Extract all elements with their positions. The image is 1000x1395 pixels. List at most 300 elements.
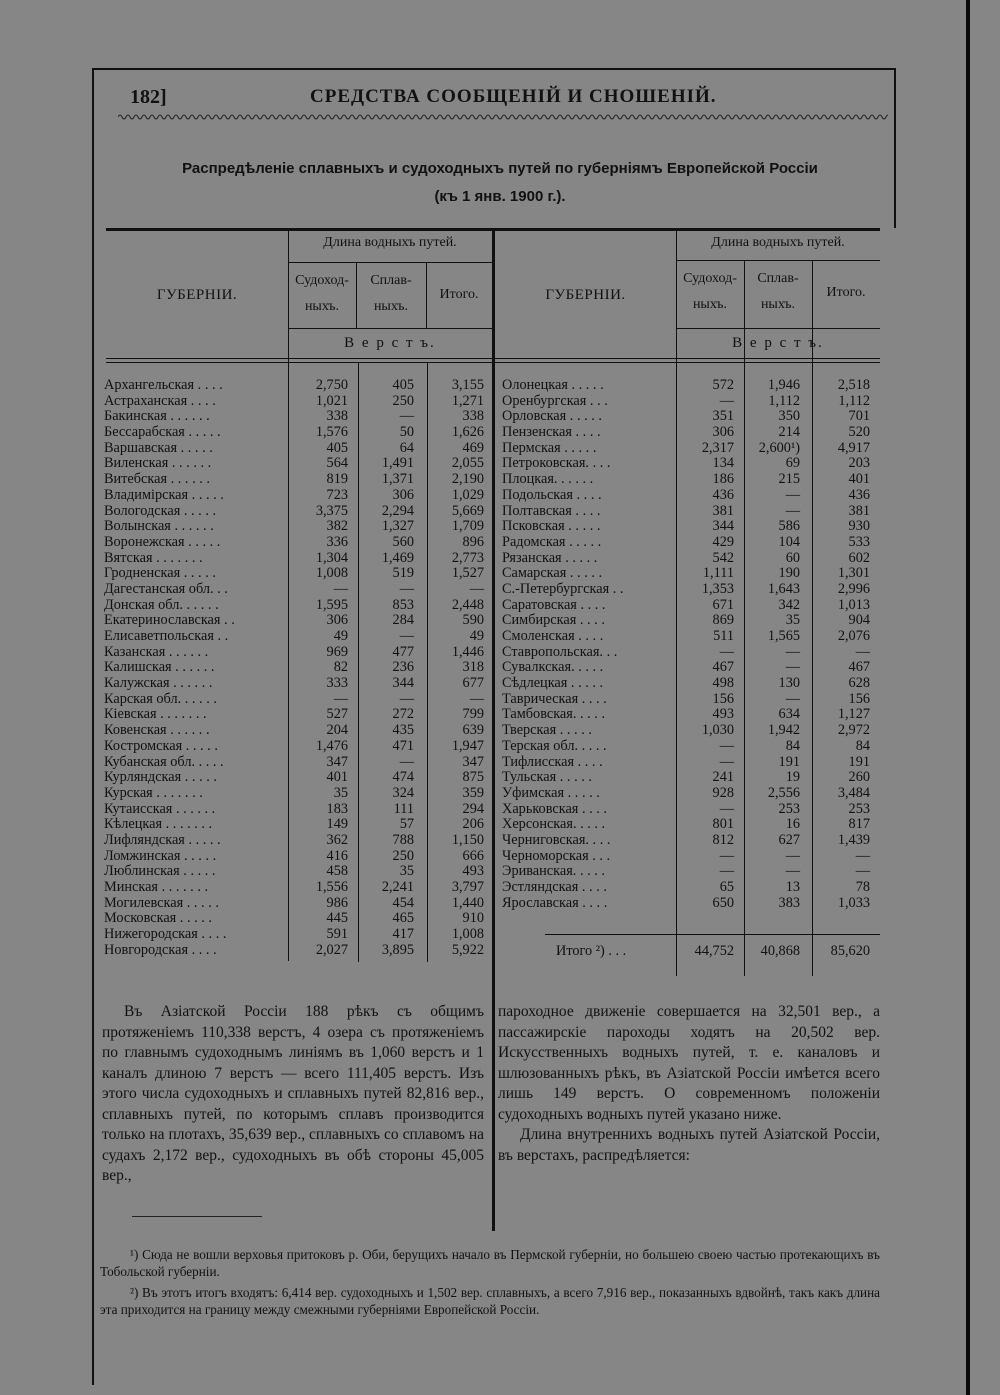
guberniia-name: Кубанская обл. . . . . — [104, 753, 224, 770]
itogo-value: 294 — [462, 800, 484, 817]
table-row — [104, 645, 484, 661]
guberniia-name: Симбирская . . . . — [502, 612, 605, 629]
guberniia-name: Нижегородская . . . . — [104, 926, 227, 943]
guberniia-name: Московская . . . . . — [104, 910, 212, 927]
table-row — [104, 613, 484, 629]
table-row — [104, 943, 484, 959]
splav-value: — — [785, 502, 800, 519]
table-row — [502, 817, 882, 833]
table-row — [502, 629, 882, 645]
sudo-value: 986 — [326, 894, 348, 911]
table-row — [104, 582, 484, 598]
sudo-value: 1,111 — [702, 565, 734, 582]
right-col-splav-1: Сплав- — [757, 271, 799, 286]
table-row — [104, 849, 484, 865]
itogo-value: — — [469, 580, 484, 597]
itogo-value: 2,996 — [837, 580, 870, 597]
splav-value: 16 — [785, 816, 800, 833]
itogo-value: 1,947 — [451, 737, 484, 754]
splav-value: 454 — [392, 894, 414, 911]
table-row — [502, 755, 882, 771]
sudo-value: 498 — [712, 675, 734, 692]
table-row — [104, 425, 484, 441]
itogo-value: 1,301 — [837, 565, 870, 582]
guberniia-name: Оренбургская . . . — [502, 392, 608, 409]
splav-value: 1,643 — [767, 580, 800, 597]
itogo-value: 436 — [848, 486, 870, 503]
sudo-value: 969 — [326, 643, 348, 660]
sudo-value: 650 — [712, 894, 734, 911]
table-row — [104, 551, 484, 567]
guberniia-name: Тамбовская. . . . . — [502, 706, 606, 723]
splav-value: 350 — [778, 408, 800, 425]
total-itogo: 85,620 — [830, 943, 870, 959]
splav-value: 2,241 — [381, 879, 414, 895]
sudo-value: 2,750 — [315, 377, 348, 393]
itogo-value: 2,518 — [837, 377, 870, 393]
guberniia-name: Архангельская . . . . — [104, 377, 223, 393]
sudo-value: — — [719, 863, 734, 880]
body-paragraph-left: Въ Азіатской Россіи 188 рѣкъ съ общимъ протяженіемъ 110,338 верстъ, 4 озера съ протяженіемъ по главнымъ судоходнымъ линіямъ въ 1,060 верстъ и 1 каналъ длиною 7 верстъ — всего 111,405 верстъ. Изъ этого числа судоходныхъ и сплавныхъ путей 82,816 вер., сплавныхъ путей, по которымъ сплавъ производится только на плотахъ, 35,639 вер., сплавныхъ со сплавомъ на судахъ 2,172 вер., судоходныхъ въ обѣ стороны 45,005 вер., — [102, 1003, 484, 1184]
guberniia-name: Кіевская . . . . . . . — [104, 706, 207, 723]
table-row — [104, 488, 484, 504]
splav-value: 84 — [785, 737, 800, 754]
sudo-value: 1,030 — [701, 722, 734, 739]
guberniia-name: Калужская . . . . . . — [104, 675, 213, 692]
itogo-value: 799 — [462, 706, 484, 723]
right-length-rule — [676, 260, 880, 261]
itogo-value: 493 — [462, 863, 484, 880]
table-row — [502, 598, 882, 614]
guberniia-name: Донская обл. . . . . . — [104, 596, 219, 613]
splav-value: 250 — [392, 392, 414, 409]
splav-value: — — [399, 580, 414, 597]
sudo-value: 149 — [326, 816, 348, 833]
guberniia-name: Таврическая . . . . — [502, 690, 607, 707]
sudo-value: 493 — [712, 706, 734, 723]
sudo-value: 1,021 — [315, 392, 348, 409]
splav-value: — — [785, 643, 800, 660]
splav-value: 1,565 — [767, 628, 800, 644]
left-col-splav-1: Сплав- — [370, 273, 412, 288]
itogo-value: 318 — [462, 659, 484, 676]
total-splav: 40,868 — [760, 943, 800, 959]
right-col-guberniia: ГУБЕРНІИ. — [545, 287, 626, 303]
itogo-value: 628 — [848, 675, 870, 692]
splav-value: 236 — [392, 659, 414, 676]
left-col-length: Длина водныхъ путей. — [323, 235, 457, 250]
splav-value: 130 — [778, 675, 800, 692]
table-row — [502, 692, 882, 708]
guberniia-name: Тверская . . . . . — [502, 722, 592, 739]
guberniia-name: Виленская . . . . . . — [104, 455, 212, 472]
guberniia-name: Ковенская . . . . . . — [104, 722, 210, 739]
splav-value: — — [785, 659, 800, 676]
table-row — [104, 394, 484, 410]
sudo-value: — — [719, 753, 734, 770]
table-row — [104, 739, 484, 755]
table-row — [104, 802, 484, 818]
sudo-value: 458 — [326, 863, 348, 880]
guberniia-name: Пермская . . . . . — [502, 439, 597, 456]
splav-value: — — [399, 408, 414, 425]
left-col-itogo: Итого. — [439, 287, 479, 302]
sudo-value: 591 — [326, 926, 348, 943]
guberniia-name: Терская обл. . . . . — [502, 737, 607, 754]
itogo-value: 1,439 — [837, 831, 870, 848]
guberniia-name: Орловская . . . . . — [502, 408, 602, 425]
table-row — [104, 456, 484, 472]
left-length-rule — [288, 262, 492, 263]
itogo-value: 1,440 — [451, 894, 484, 911]
splav-value: 191 — [778, 753, 800, 770]
sudo-value: 49 — [333, 628, 348, 644]
table-row — [502, 896, 882, 912]
guberniia-name: Курская . . . . . . . — [104, 784, 203, 801]
table-row — [104, 629, 484, 645]
splav-value: — — [785, 486, 800, 503]
itogo-value: 1,127 — [837, 706, 870, 723]
page-number: 182] — [130, 86, 167, 108]
sudo-value: 812 — [712, 831, 734, 848]
footnote-1: ¹) Сюда не вошли верховья притоковъ р. Оби, берущихъ начало въ Пермской губерніи, но большею своею частью протекающихъ въ Тобольской губерніи. — [100, 1247, 880, 1279]
guberniia-name: Новгородская . . . . — [104, 941, 217, 958]
sudo-value: 401 — [326, 769, 348, 786]
sudo-value: — — [333, 580, 348, 597]
sudo-value: 436 — [712, 486, 734, 503]
table-row — [502, 770, 882, 786]
guberniia-name: Калишская . . . . . . — [104, 659, 215, 676]
splav-value: 1,371 — [381, 471, 414, 488]
splav-value: 788 — [392, 831, 414, 848]
page-header — [0, 86, 1000, 110]
table-row — [104, 927, 484, 943]
body-paragraph-right-1: пароходное движеніе совершается на 32,501 вер., а пассажирскіе пароходы ходятъ на 20,502 вер. Искусственныхъ водныхъ путей, т. е. каналовъ и шлюзованныхъ рѣкъ, въ Азіатской Россіи имѣется всего лишь 149 верстъ. О современномъ положеніи судоходныхъ водныхъ путей указано ниже. — [498, 1003, 880, 1123]
table-row — [502, 660, 882, 676]
splav-value: 272 — [392, 706, 414, 723]
right-col-sudo-1: Судоход- — [683, 271, 737, 286]
splav-value: 465 — [392, 910, 414, 927]
table-row — [502, 864, 882, 880]
guberniia-name: Подольская . . . . — [502, 486, 602, 503]
itogo-value: 666 — [462, 847, 484, 864]
table-row — [502, 676, 882, 692]
table-row — [104, 880, 484, 896]
splav-value: 104 — [778, 533, 800, 550]
sudo-value: 572 — [712, 377, 734, 393]
guberniia-name: Ярославская . . . . — [502, 894, 608, 911]
table-row — [502, 409, 882, 425]
running-title: СРЕДСТВА СООБЩЕНІЙ И СНОШЕНІЙ. — [310, 86, 717, 107]
total-row — [502, 944, 882, 960]
guberniia-name: Минская . . . . . . . — [104, 879, 209, 895]
table-row — [104, 911, 484, 927]
itogo-value: 4,917 — [837, 439, 870, 456]
left-col-splav-2: ныхъ. — [373, 299, 409, 314]
table-row — [502, 535, 882, 551]
splav-value: 35 — [399, 863, 414, 880]
sudo-value: 338 — [326, 408, 348, 425]
guberniia-name: Уфимская . . . . . — [502, 784, 600, 801]
table-row — [104, 441, 484, 457]
table-row — [502, 739, 882, 755]
total-label: Итого ²) . . . — [556, 943, 627, 959]
table-row — [502, 707, 882, 723]
table-row — [502, 441, 882, 457]
guberniia-name: Кѣлецкая . . . . . . . — [104, 816, 213, 833]
sudo-value: 344 — [712, 518, 734, 535]
splav-value: 13 — [785, 879, 800, 895]
table-row — [104, 786, 484, 802]
sudo-value: 82 — [333, 659, 348, 676]
body-text-right — [498, 1002, 880, 1166]
splav-value: 417 — [392, 926, 414, 943]
table-row — [502, 394, 882, 410]
vline-center — [492, 231, 495, 1231]
sudo-value: — — [333, 690, 348, 707]
itogo-value: 1,150 — [451, 831, 484, 848]
splav-value: 69 — [785, 455, 800, 472]
splav-value: 214 — [778, 424, 800, 441]
table-row — [104, 692, 484, 708]
guberniia-name: Курляндская . . . . . — [104, 769, 217, 786]
splav-value: 190 — [778, 565, 800, 582]
itogo-value: 3,484 — [837, 784, 870, 801]
splav-value: 586 — [778, 518, 800, 535]
guberniia-name: Елисаветпольская . . — [104, 628, 229, 644]
table-row — [502, 833, 882, 849]
sudo-value: 306 — [712, 424, 734, 441]
splav-value: 1,327 — [381, 518, 414, 535]
splav-value: 2,294 — [381, 502, 414, 519]
splav-value: 853 — [392, 596, 414, 613]
guberniia-name: Владимірская . . . . . — [104, 486, 224, 503]
table-row — [104, 519, 484, 535]
splav-value: 284 — [392, 612, 414, 629]
itogo-value: 2,076 — [837, 628, 870, 644]
splav-value: 2,556 — [767, 784, 800, 801]
guberniia-name: Сувалкская. . . . . — [502, 659, 604, 676]
splav-value: 471 — [392, 737, 414, 754]
table-row — [104, 598, 484, 614]
splav-value: 306 — [392, 486, 414, 503]
splav-value: 519 — [392, 565, 414, 582]
table-row — [502, 551, 882, 567]
guberniia-name: С.-Петербургская . . — [502, 580, 624, 597]
itogo-value: 5,669 — [451, 502, 484, 519]
sudo-value: — — [719, 847, 734, 864]
table-row — [502, 849, 882, 865]
sudo-value: 1,476 — [315, 737, 348, 754]
itogo-value: 930 — [848, 518, 870, 535]
guberniia-name: Воронежская . . . . . — [104, 533, 221, 550]
guberniia-name: Дагестанская обл. . . — [104, 580, 228, 597]
itogo-value: 191 — [848, 753, 870, 770]
itogo-value: 1,527 — [451, 565, 484, 582]
sudo-value: 511 — [713, 628, 734, 644]
splav-value: 35 — [785, 612, 800, 629]
left-col-guberniia: ГУБЕРНІИ. — [156, 287, 238, 303]
itogo-value: — — [855, 643, 870, 660]
sudo-value: 351 — [712, 408, 734, 425]
splav-value: 111 — [393, 800, 414, 817]
sudo-value: 333 — [326, 675, 348, 692]
right-col-splav-2: ныхъ. — [760, 297, 796, 312]
guberniia-name: Костромская . . . . . — [104, 737, 218, 754]
itogo-value: 520 — [848, 424, 870, 441]
itogo-value: 1,446 — [451, 643, 484, 660]
left-col-sudo-1: Судоход- — [295, 273, 349, 288]
sudo-value: 1,576 — [315, 424, 348, 441]
itogo-value: 467 — [848, 659, 870, 676]
sudo-value: 381 — [712, 502, 734, 519]
sudo-value: 801 — [712, 816, 734, 833]
sudo-value: 362 — [326, 831, 348, 848]
sudo-value: 134 — [712, 455, 734, 472]
sudo-value: 429 — [712, 533, 734, 550]
itogo-value: 49 — [469, 628, 484, 644]
sudo-value: 819 — [326, 471, 348, 488]
splav-value: 1,112 — [768, 392, 800, 409]
left-col-sudo-2: ныхъ. — [304, 299, 340, 314]
table-row — [502, 425, 882, 441]
splav-value: 405 — [392, 377, 414, 393]
guberniia-name: Псковская . . . . . — [502, 518, 601, 535]
table-row — [104, 707, 484, 723]
guberniia-name: Волынская . . . . . . — [104, 518, 214, 535]
itogo-value: 533 — [848, 533, 870, 550]
itogo-value: 639 — [462, 722, 484, 739]
left-units-rule — [288, 328, 492, 329]
table-row — [104, 676, 484, 692]
table-row — [502, 786, 882, 802]
guberniia-name: Саратовская . . . . — [502, 596, 606, 613]
guberniia-name: Вологодская . . . . . — [104, 502, 217, 519]
itogo-value: — — [855, 863, 870, 880]
sudo-value: 671 — [712, 596, 734, 613]
itogo-value: 3,155 — [451, 377, 484, 393]
itogo-value: — — [469, 690, 484, 707]
itogo-value: 78 — [855, 879, 870, 895]
table-row — [104, 535, 484, 551]
guberniia-name: Херсонская. . . . . — [502, 816, 606, 833]
sudo-value: 35 — [333, 784, 348, 801]
sudo-value: 527 — [326, 706, 348, 723]
guberniia-name: Петроковская. . . . — [502, 455, 611, 472]
itogo-value: 156 — [848, 690, 870, 707]
itogo-value: 84 — [855, 737, 870, 754]
footnote-2: ²) Въ этотъ итогъ входятъ: 6,414 вер. судоходныхъ и 1,502 вер. сплавныхъ, а всего 7,916 вер., показанныхъ вдвойнѣ, такъ какъ длина эта приходится на границу между смежными губерніями Европейской Россіи. — [100, 1285, 880, 1317]
right-units: В е р с т ъ. — [732, 335, 824, 351]
footnote-rule — [132, 1216, 262, 1217]
itogo-value: 1,008 — [451, 926, 484, 943]
guberniia-name: Сѣдлецкая . . . . . — [502, 675, 604, 692]
itogo-value: 1,029 — [451, 486, 484, 503]
sudo-value: 336 — [326, 533, 348, 550]
sudo-value: 1,595 — [315, 596, 348, 613]
guberniia-name: Астраханская . . . . — [104, 392, 216, 409]
splav-value: 324 — [392, 784, 414, 801]
itogo-value: 896 — [462, 533, 484, 550]
guberniia-name: Полтавская . . . . — [502, 502, 601, 519]
table-row — [502, 582, 882, 598]
guberniia-name: Витебская . . . . . . — [104, 471, 210, 488]
splav-value: 1,469 — [381, 549, 414, 566]
sudo-value: 1,353 — [701, 580, 734, 597]
table-row — [104, 770, 484, 786]
left-units: В е р с т ъ. — [344, 335, 436, 351]
table-row — [502, 723, 882, 739]
itogo-value: 206 — [462, 816, 484, 833]
table-row — [104, 723, 484, 739]
splav-value: — — [785, 847, 800, 864]
itogo-value: 910 — [462, 910, 484, 927]
table-row — [104, 660, 484, 676]
guberniia-name: Ставропольская. . . — [502, 643, 618, 660]
table-row — [502, 378, 882, 394]
sudo-value: 723 — [326, 486, 348, 503]
itogo-value: 875 — [462, 769, 484, 786]
itogo-value: 2,190 — [451, 471, 484, 488]
table-row — [104, 817, 484, 833]
sudo-value: — — [719, 737, 734, 754]
splav-value: 19 — [785, 769, 800, 786]
sudo-value: 445 — [326, 910, 348, 927]
guberniia-name: Плоцкая. . . . . . — [502, 471, 594, 488]
table-row — [104, 378, 484, 394]
guberniia-name: Олонецкая . . . . . — [502, 377, 604, 393]
table-row — [104, 833, 484, 849]
table-row — [502, 504, 882, 520]
guberniia-name: Люблинская . . . . . — [104, 863, 216, 880]
sudo-value: 467 — [712, 659, 734, 676]
guberniia-name: Смоленская . . . . — [502, 628, 604, 644]
table-row — [104, 566, 484, 582]
splav-value: — — [399, 753, 414, 770]
sudo-value: 382 — [326, 518, 348, 535]
guberniia-name: Кутаисская . . . . . . — [104, 800, 216, 817]
itogo-value: 1,013 — [837, 596, 870, 613]
right-col-length: Длина водныхъ путей. — [711, 235, 845, 250]
sudo-value: — — [719, 800, 734, 817]
table-row — [104, 409, 484, 425]
guberniia-name: Бессарабская . . . . . — [104, 424, 221, 441]
itogo-value: 1,033 — [837, 894, 870, 911]
table-row — [104, 896, 484, 912]
sudo-value: 1,304 — [315, 549, 348, 566]
guberniia-name: Лифляндская . . . . . — [104, 831, 221, 848]
guberniia-name: Радомская . . . . . — [502, 533, 602, 550]
itogo-value: 338 — [462, 408, 484, 425]
sudo-value: 2,027 — [315, 941, 348, 958]
itogo-value: 1,271 — [451, 392, 484, 409]
sudo-value: 405 — [326, 439, 348, 456]
guberniia-name: Самарская . . . . . — [502, 565, 603, 582]
itogo-value: 1,112 — [838, 392, 870, 409]
splav-value: 1,491 — [381, 455, 414, 472]
itogo-value: 3,797 — [451, 879, 484, 895]
sudo-value: 186 — [712, 471, 734, 488]
table-row — [502, 613, 882, 629]
splav-value: — — [785, 690, 800, 707]
splav-value: 3,895 — [381, 941, 414, 958]
itogo-value: 260 — [848, 769, 870, 786]
itogo-value: 469 — [462, 439, 484, 456]
itogo-value: 381 — [848, 502, 870, 519]
guberniia-name: Гродненская . . . . . — [104, 565, 216, 582]
sudo-value: 347 — [326, 753, 348, 770]
sudo-value: 156 — [712, 690, 734, 707]
